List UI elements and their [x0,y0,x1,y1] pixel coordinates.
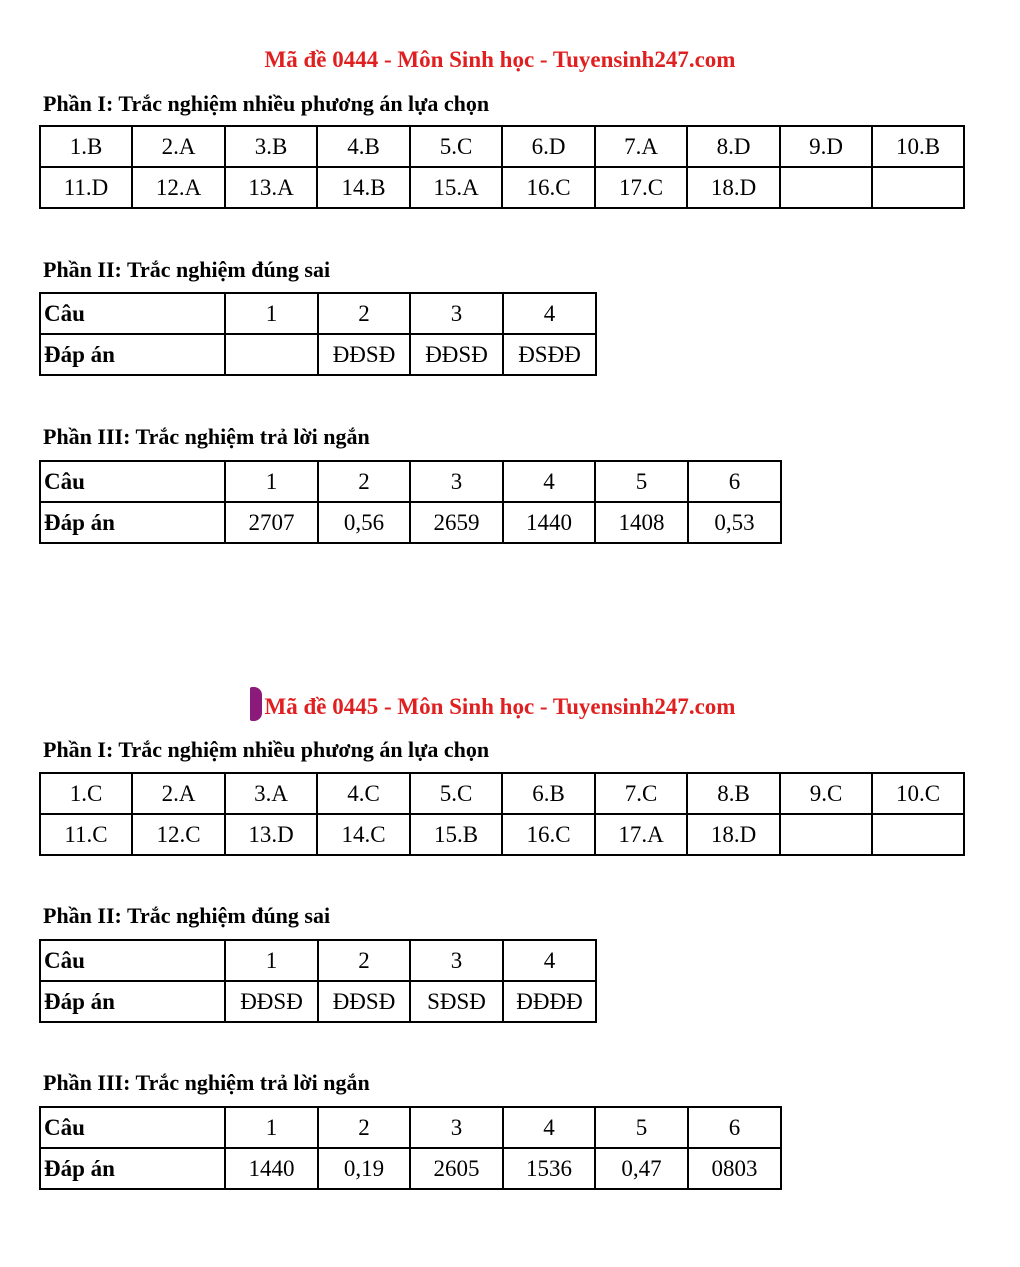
question-number-cell: 5 [595,1107,688,1148]
question-number-cell: 3 [410,1107,503,1148]
part3-heading: Phần III: Trắc nghiệm trả lời ngắn [43,424,370,449]
answer-cell: 1440 [503,502,595,543]
answer-cell: 6.B [502,773,595,814]
question-number-cell: 1 [225,940,318,981]
answer-cell: 2659 [410,502,503,543]
answer-cell: 17.A [595,814,687,855]
answer-cell: ĐĐĐĐ [503,981,596,1022]
question-number-cell: 4 [503,293,596,334]
answer-cell: 12.C [132,814,225,855]
row-label-dapan: Đáp án [40,1148,225,1189]
answer-cell: 4.B [317,126,410,167]
answer-cell: 4.C [317,773,410,814]
part3-heading: Phần III: Trắc nghiệm trả lời ngắn [43,1070,370,1095]
table-row [40,981,596,1022]
answer-cell: 16.C [502,167,595,208]
answer-cell: 2.A [132,126,225,167]
answer-cell: 10.B [872,126,964,167]
answer-cell: 15.B [410,814,502,855]
table-row [40,773,964,814]
answer-cell: 8.B [687,773,780,814]
table-row [40,126,964,167]
answer-cell [780,814,872,855]
part2-heading: Phần II: Trắc nghiệm đúng sai [43,903,331,928]
part2-answer-table [39,292,597,376]
answer-cell: ĐĐSĐ [318,334,410,375]
question-number-cell: 3 [410,940,503,981]
part2-answer-table [39,939,597,1023]
answer-cell: 16.C [502,814,595,855]
question-number-cell: 2 [318,461,410,502]
answer-cell: 6.D [502,126,595,167]
question-number-cell: 6 [688,1107,781,1148]
question-number-cell: 2 [318,293,410,334]
table-row [40,167,964,208]
answer-cell: 11.D [40,167,132,208]
answer-cell: 2707 [225,502,318,543]
exam-code-title: Mã đề 0445 - Môn Sinh học - Tuyensinh247.com [264,694,736,719]
question-number-cell: 2 [318,940,410,981]
answer-cell: 5.C [410,773,502,814]
question-number-cell: 3 [410,293,503,334]
answer-cell: ĐĐSĐ [410,334,503,375]
table-row [40,293,596,334]
question-number-cell: 4 [503,461,595,502]
answer-cell: 18.D [687,814,780,855]
answer-cell: 5.C [410,126,502,167]
row-label-cau: Câu [40,940,225,981]
answer-cell: 0,56 [318,502,410,543]
answer-cell: 9.C [780,773,872,814]
row-label-dapan: Đáp án [40,334,225,375]
question-number-cell: 1 [225,1107,318,1148]
answer-cell: 14.C [317,814,410,855]
answer-cell: 2.A [132,773,225,814]
table-row [40,814,964,855]
part1-heading: Phần I: Trắc nghiệm nhiều phương án lựa chọn [43,91,490,116]
answer-cell: 0,19 [318,1148,410,1189]
question-number-cell: 6 [688,461,781,502]
question-number-cell: 2 [318,1107,410,1148]
answer-cell: ĐĐSĐ [225,981,318,1022]
answer-cell: 2605 [410,1148,503,1189]
answer-cell: 1408 [595,502,688,543]
table-row [40,502,781,543]
answer-cell: 13.A [225,167,317,208]
answer-cell: 12.A [132,167,225,208]
part3-answer-table [39,460,782,544]
table-row [40,1107,781,1148]
answer-cell: 0803 [688,1148,781,1189]
exam-code-title: Mã đề 0444 - Môn Sinh học - Tuyensinh247.com [264,47,736,72]
answer-cell: SĐSĐ [410,981,503,1022]
answer-cell [225,334,318,375]
row-label-cau: Câu [40,461,225,502]
answer-cell: 3.A [225,773,317,814]
part3-answer-table [39,1106,782,1190]
answer-cell: 11.C [40,814,132,855]
answer-cell: ĐSĐĐ [503,334,596,375]
part1-heading: Phần I: Trắc nghiệm nhiều phương án lựa chọn [43,737,490,762]
answer-cell: 9.D [780,126,872,167]
answer-cell: 8.D [687,126,780,167]
answer-cell [872,167,964,208]
answer-cell: 1536 [503,1148,595,1189]
row-label-dapan: Đáp án [40,981,225,1022]
question-number-cell: 4 [503,940,596,981]
answer-cell: 1440 [225,1148,318,1189]
answer-cell: 0,47 [595,1148,688,1189]
question-number-cell: 1 [225,461,318,502]
table-row [40,1148,781,1189]
question-number-cell: 3 [410,461,503,502]
answer-cell: 7.A [595,126,687,167]
answer-cell: 1.B [40,126,132,167]
answer-cell: 7.C [595,773,687,814]
answer-cell: 10.C [872,773,964,814]
table-row [40,940,596,981]
question-number-cell: 4 [503,1107,595,1148]
row-label-dapan: Đáp án [40,502,225,543]
answer-cell: ĐĐSĐ [318,981,410,1022]
answer-cell: 1.C [40,773,132,814]
answer-cell: 13.D [225,814,317,855]
answer-cell: 14.B [317,167,410,208]
part2-heading: Phần II: Trắc nghiệm đúng sai [43,257,331,282]
answer-cell: 3.B [225,126,317,167]
answer-cell [780,167,872,208]
part1-answer-table [39,772,965,856]
answer-cell: 15.A [410,167,502,208]
question-number-cell: 5 [595,461,688,502]
table-row [40,334,596,375]
part1-answer-table [39,125,965,209]
table-row [40,461,781,502]
answer-cell: 17.C [595,167,687,208]
question-number-cell: 1 [225,293,318,334]
row-label-cau: Câu [40,1107,225,1148]
row-label-cau: Câu [40,293,225,334]
answer-cell: 18.D [687,167,780,208]
answer-cell: 0,53 [688,502,781,543]
answer-cell [872,814,964,855]
